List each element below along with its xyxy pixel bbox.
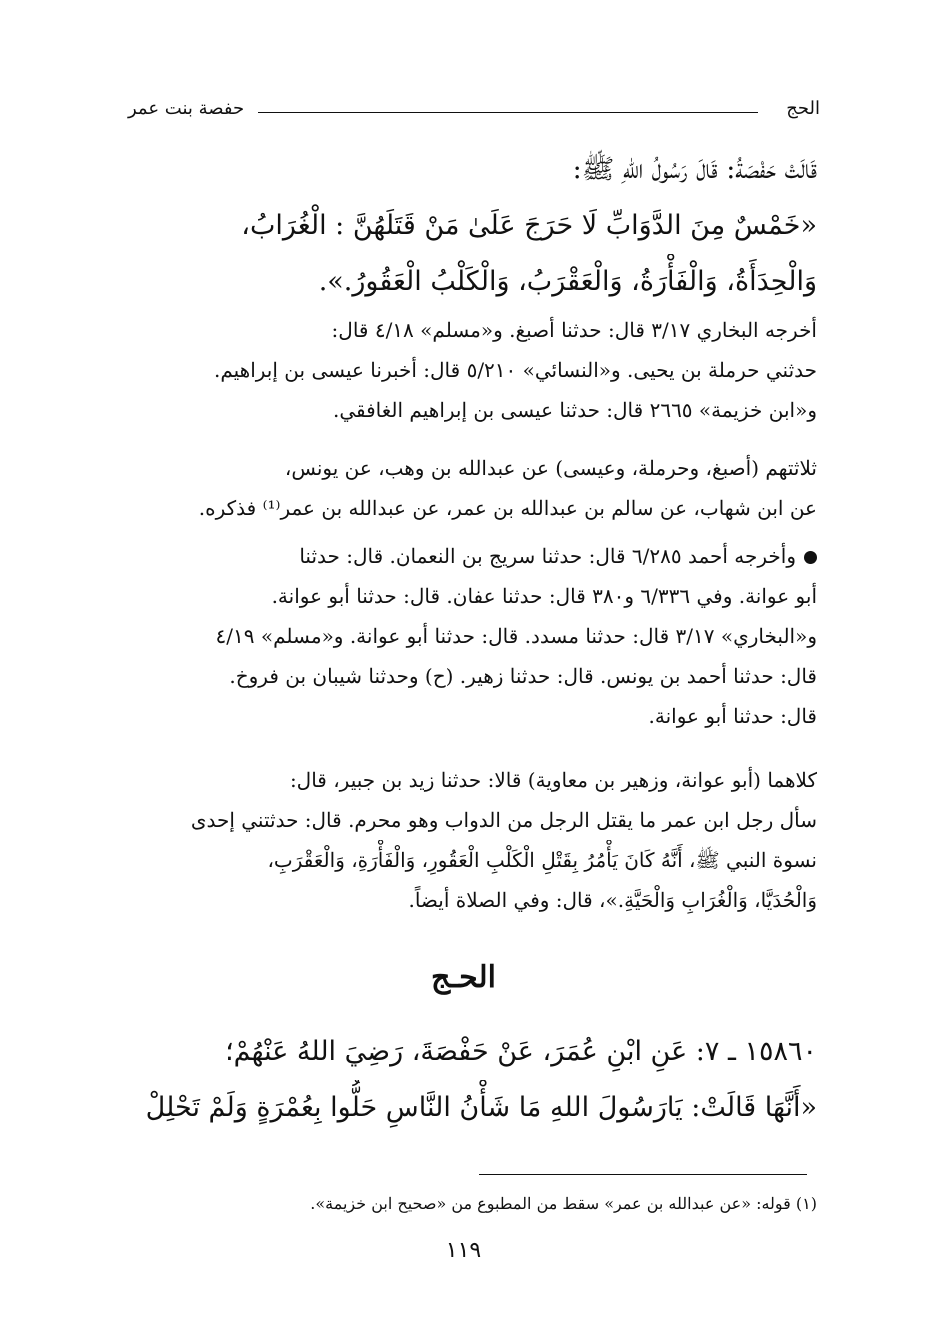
takhrij-line: وَالْحُدَيَّا، وَالْغُرَابِ وَالْحَيَّةِ.»، قال: وفي الصلاة أيضاً. bbox=[408, 888, 817, 912]
page-number: ١١٩ bbox=[445, 1238, 482, 1263]
header-rule bbox=[258, 112, 758, 113]
takhrij-line: نسوة النبي ﷺ، أَنَّهُ كَانَ يَأْمُرُ بِقَتْلِ الْكَلْبِ الْعَقُورِ، وَالْفَأْرَةِ، وَالْعَقْرَبِ، bbox=[267, 848, 817, 872]
takhrij-paragraph-4 bbox=[107, 760, 817, 920]
takhrij-line bbox=[107, 536, 817, 576]
takhrij-line: و«ابن خزيمة» ٢٦٦٥ قال: حدثنا عيسى بن إبراهيم الغافقي. bbox=[332, 398, 817, 422]
running-header bbox=[128, 98, 820, 128]
hadith-line: ١٥٨٦٠ ـ ٧: عَنِ ابْنِ عُمَرَ، عَنْ حَفْصَةَ، رَضِيَ اللهُ عَنْهُمْ؛ bbox=[225, 1036, 817, 1067]
takhrij-line: عن ابن شهاب، عن سالم بن عبدالله بن عمر، عن عبدالله بن عمر⁽¹⁾ فذكره. bbox=[198, 496, 817, 520]
footnote-rule bbox=[479, 1174, 807, 1175]
section-title: الحـج bbox=[431, 960, 496, 995]
takhrij-line: أخرجه البخاري ٣/١٧ قال: حدثنا أصبغ. و«مسلم» ٤/١٨ قال: bbox=[331, 318, 817, 342]
takhrij-line: حدثني حرملة بن يحيى. و«النسائي» ٥/٢١٠ قال: أخبرنا عيسى بن إبراهيم. bbox=[213, 358, 817, 382]
hadith-intro bbox=[107, 142, 817, 310]
hadith-2 bbox=[107, 1024, 817, 1136]
takhrij-line: قال: حدثنا أبو عوانة. bbox=[648, 704, 817, 728]
header-narrator: حفصة بنت عمر bbox=[128, 98, 245, 119]
takhrij-line: ثلاثتهم (أصبغ، وحرملة، وعيسى) عن عبدالله بن وهب، عن يونس، bbox=[284, 456, 817, 480]
takhrij-line: سأل رجل ابن عمر ما يقتل الرجل من الدواب وهو محرم. قال: حدثتني إحدى bbox=[190, 808, 817, 832]
takhrij-paragraph-2 bbox=[107, 448, 817, 528]
takhrij-line: كلاهما (أبو عوانة، وزهير بن معاوية) قالا: حدثنا زيد بن جبير، قال: bbox=[289, 768, 817, 792]
hadith-line: وَالْحِدَأَةُ، وَالْفَأْرَةُ، وَالْعَقْرَبُ، وَالْكَلْبُ الْعَقُورُ.». bbox=[318, 266, 817, 297]
takhrij-line: قال: حدثنا أحمد بن يونس. قال: حدثنا زهير. (ح) وحدثنا شيبان بن فروخ. bbox=[229, 664, 817, 688]
hadith-line: قَالَتْ حَفْصَةُ: قَالَ رَسُولُ اللهِ ﷺ: bbox=[572, 154, 817, 185]
header-section: الحج bbox=[786, 98, 820, 119]
takhrij-line: و«البخاري» ٣/١٧ قال: حدثنا مسدد. قال: حدثنا أبو عوانة. و«مسلم» ٤/١٩ bbox=[215, 624, 817, 648]
takhrij-line-text: وأخرجه أحمد ٦/٢٨٥ قال: حدثنا سريج بن النعمان. قال: حدثنا bbox=[299, 544, 796, 568]
takhrij-paragraph-1 bbox=[107, 310, 817, 430]
hadith-line: «خَمْسٌ مِنَ الدَّوَابِّ لَا حَرَجَ عَلَىٰ مَنْ قَتَلَهُنَّ : الْغُرَابُ، bbox=[241, 210, 817, 241]
takhrij-line: أبو عوانة. وفي ٦/٣٣٦ و٣٨٠ قال: حدثنا عفان. قال: حدثنا أبو عوانة. bbox=[271, 584, 817, 608]
takhrij-paragraph-3 bbox=[107, 536, 817, 736]
bullet-icon bbox=[804, 551, 817, 564]
footnote: (١) قوله: «عن عبدالله بن عمر» سقط من المطبوع من «صحيح ابن خزيمة». bbox=[310, 1194, 817, 1213]
hadith-line: «أَنَّهَا قَالَتْ: يَارَسُولَ اللهِ مَا شَأْنُ النَّاسِ حَلُّوا بِعُمْرَةٍ وَلَمْ تَحْلِلْ bbox=[145, 1092, 817, 1123]
